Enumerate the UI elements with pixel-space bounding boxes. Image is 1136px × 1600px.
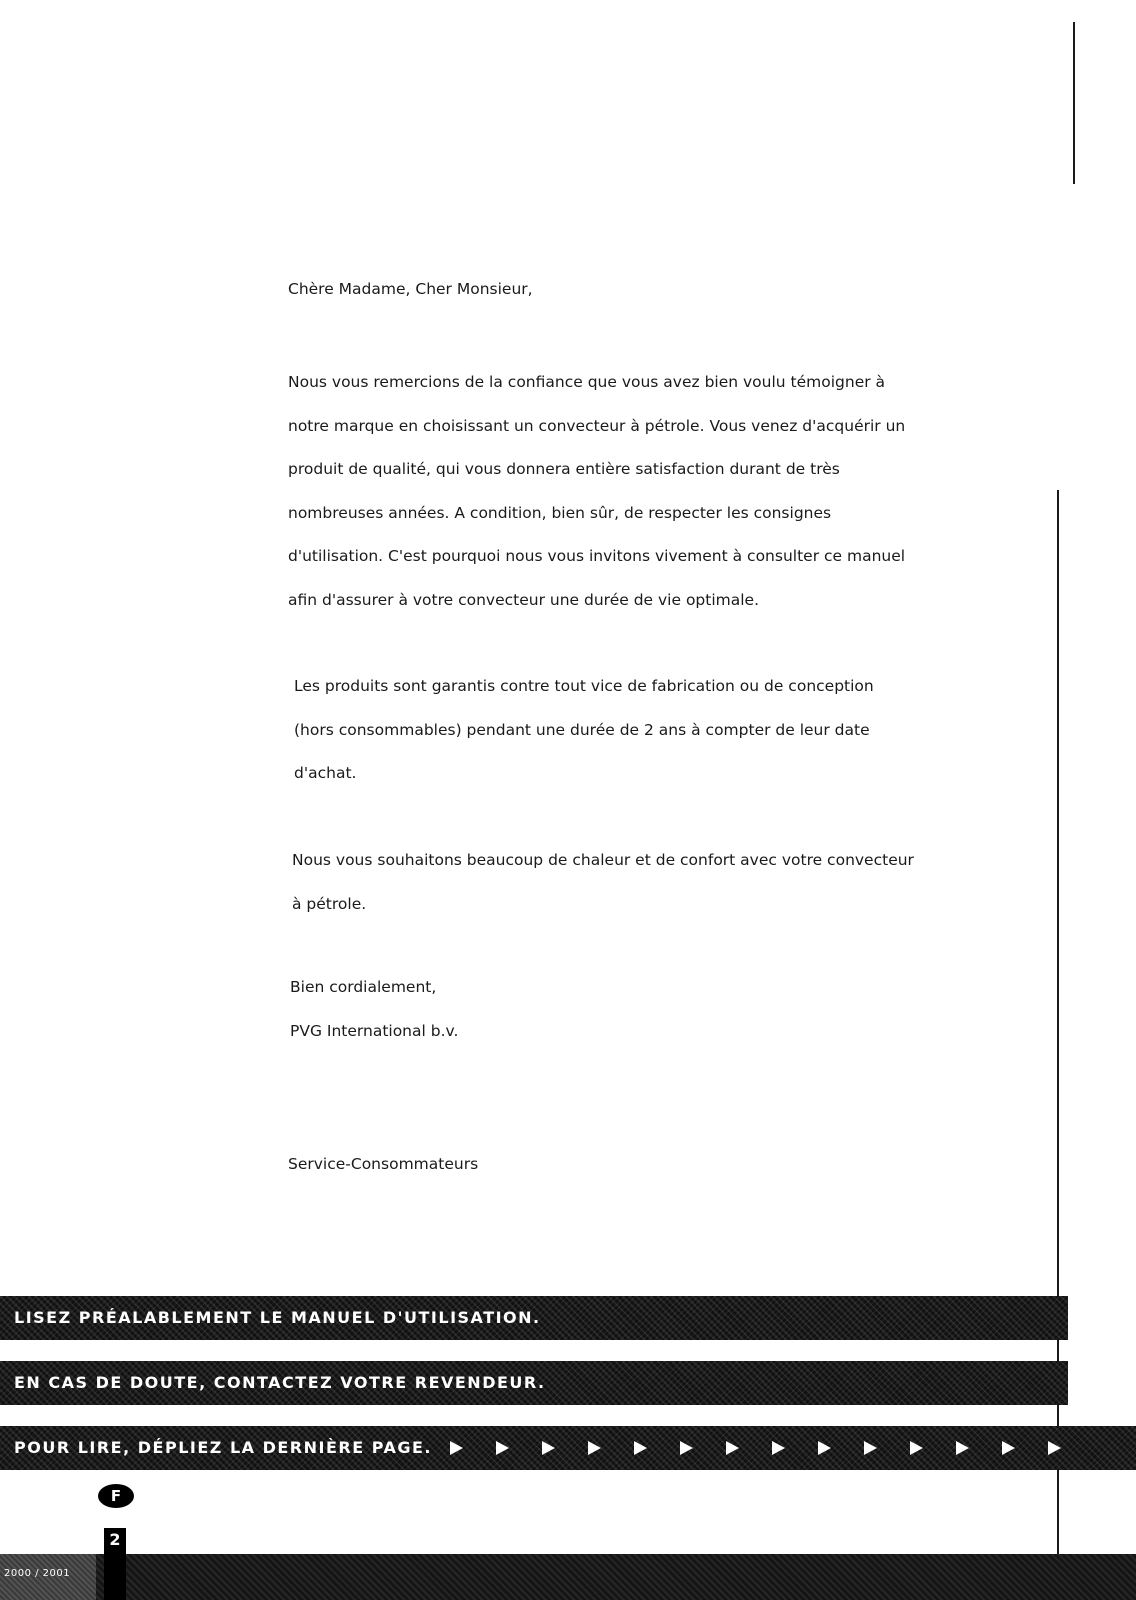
page-number-tab — [104, 1528, 126, 1600]
banner-text: POUR LIRE, DÉPLIEZ LA DERNIÈRE PAGE. — [14, 1438, 432, 1457]
closing-line: Bien cordialement, — [290, 978, 437, 996]
paragraph-line: produit de qualité, qui vous donnera entière satisfaction durant de très — [288, 460, 840, 478]
paragraph-thanks — [288, 361, 988, 622]
closing — [290, 966, 990, 1053]
edge-rule-top — [1073, 22, 1075, 184]
paragraph-line: notre marque en choisissant un convecteur à pétrole. Vous venez d'acquérir un — [288, 416, 906, 435]
paragraph-line: (hors consommables) pendant une durée de 2 ans à compter de leur date — [294, 720, 870, 739]
paragraph-line: à pétrole. — [292, 894, 367, 913]
arrow-right-icon — [910, 1441, 923, 1455]
arrow-right-icon — [1002, 1441, 1015, 1455]
paragraph-line: afin d'assurer à votre convecteur une durée de vie optimale. — [288, 590, 760, 609]
paragraph-line: Nous vous souhaitons beaucoup de chaleur et de confort avec votre convecteur — [292, 851, 914, 869]
paragraph-line: nombreuses années. A condition, bien sûr, de respecter les consignes — [288, 503, 832, 522]
arrow-right-icon — [496, 1441, 509, 1455]
arrow-right-icon — [588, 1441, 601, 1455]
salutation — [288, 268, 988, 312]
paragraph-wishes — [292, 839, 992, 926]
footer-bar — [0, 1554, 1136, 1600]
footer-years: 2000 / 2001 — [4, 1568, 71, 1579]
arrow-right-icon — [772, 1441, 785, 1455]
banner-text: EN CAS DE DOUTE, CONTACTEZ VOTRE REVENDEUR. — [14, 1373, 546, 1392]
arrow-right-icon — [726, 1441, 739, 1455]
arrow-right-icon — [450, 1441, 463, 1455]
banner-contact-dealer — [0, 1361, 1068, 1405]
banner-text: LISEZ PRÉALABLEMENT LE MANUEL D'UTILISATION. — [14, 1308, 541, 1327]
arrow-right-icon — [818, 1441, 831, 1455]
paragraph-line: Les produits sont garantis contre tout vice de fabrication ou de conception — [294, 677, 874, 695]
paragraph-line: d'utilisation. C'est pourquoi nous vous invitons vivement à consulter ce manuel — [288, 547, 906, 565]
page-number: 2 — [109, 1530, 121, 1549]
arrow-row — [450, 1426, 1094, 1470]
arrow-right-icon — [634, 1441, 647, 1455]
paragraph-line: Nous vous remercions de la confiance que vous avez bien voulu témoigner à — [288, 373, 886, 391]
footer-year-box — [0, 1554, 96, 1600]
paragraph-warranty — [294, 665, 994, 796]
arrow-right-icon — [1048, 1441, 1061, 1455]
paragraph-line: d'achat. — [294, 764, 357, 782]
banner-read-manual — [0, 1296, 1068, 1340]
salutation-text: Chère Madame, Cher Monsieur, — [288, 280, 533, 298]
department-name: Service-Consommateurs — [288, 1155, 479, 1173]
banner-unfold-page — [0, 1426, 1136, 1470]
signature-company: PVG International b.v. — [290, 1021, 459, 1040]
department — [288, 1143, 988, 1187]
arrow-right-icon — [864, 1441, 877, 1455]
arrow-right-icon — [542, 1441, 555, 1455]
language-badge: F — [98, 1484, 134, 1508]
arrow-right-icon — [680, 1441, 693, 1455]
arrow-right-icon — [956, 1441, 969, 1455]
